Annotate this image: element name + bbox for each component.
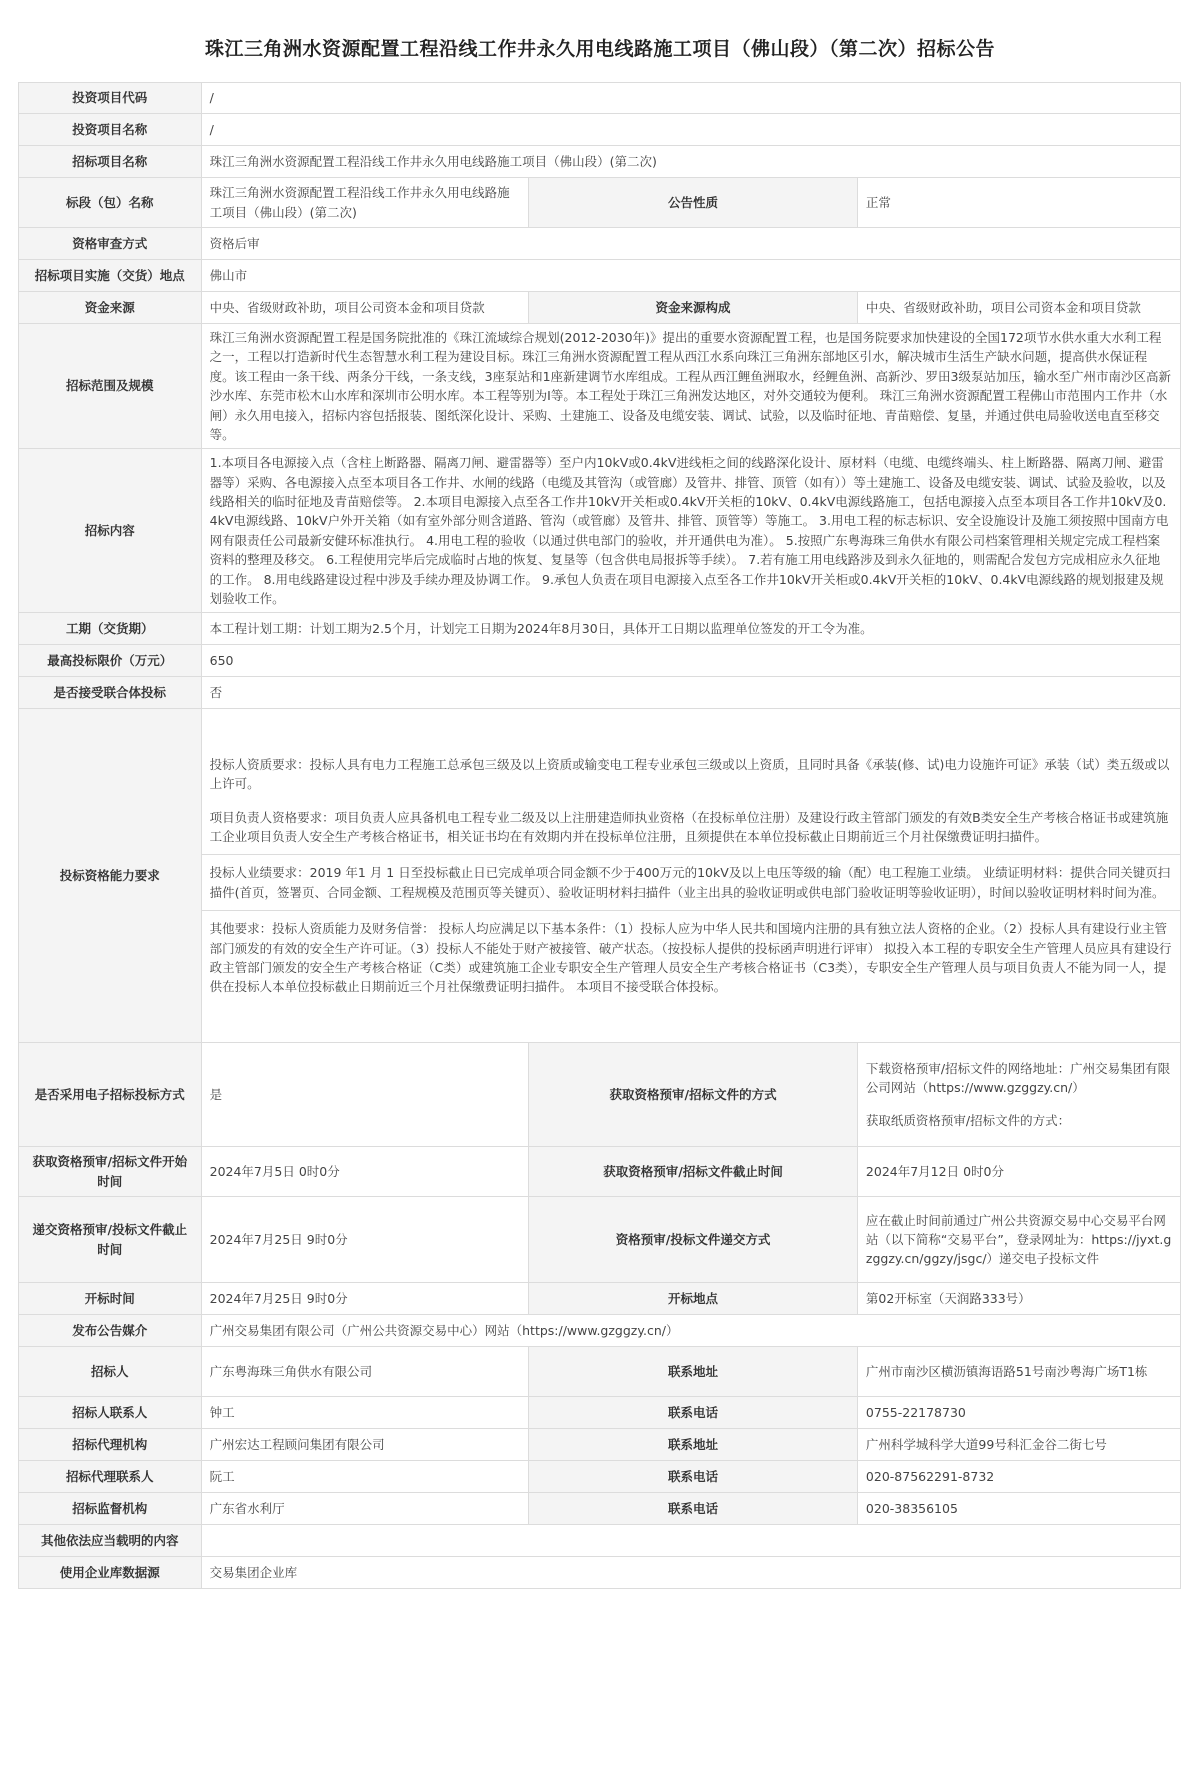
label-tender-name: 招标项目名称 xyxy=(19,146,202,178)
value-agency-contact: 阮工 xyxy=(201,1461,529,1493)
label-media: 发布公告媒介 xyxy=(19,1315,202,1347)
value-content: 1.本项目各电源接入点（含柱上断路器、隔离刀闸、避雷器等）至户内10kV或0.4kV进线柜之间的线路深化设计、原材料（电缆、电缆终端头、柱上断路器、隔离刀闸、避雷器等）采购、各电源接入点至本项目各工作井、水闸的线路（电缆及其管沟（或管廊）及管井、排管、顶管（如有））等土建施工、设备及电缆安装、调试、试验及验收，以及线路相关的临时征地及青苗赔偿等。 2.本项目电源接入点至各工作井10kV开关柜或0.4kV开关柜的10kV、0.4kV电源线路施工，包括电源接入点至本项目各工作井10kV及0.4kV电源线路、10kV户外开关箱（如有室外部分则含道路、管沟（或管廊）及管井、排管、顶管等）等施工。 3.用电工程的标志标识、安全设施设计及施工须按照中国南方电网有限责任公司最新安健环标准执行。 4.用电工程的验收（以通过供电部门的验收，并开通供电为准）。 5.按照广东粤海珠三角供水有限公司档案管理相关规定完成工程档案资料的整理及移交。 6.工程使用完毕后完成临时占地的恢复、复垦等（包含供电局报拆等手续）。 7.若有施工用电线路涉及到永久征地的，则需配合发包方完成相应永久征地的工作。 8.用电线路建设过程中涉及手续办理及协调工作。 9.承包人负责在项目电源接入点至各工作井10kV开关柜或0.4kV开关柜的10kV、0.4kV电源线路的规划报建及规划验收工作。 xyxy=(201,449,1180,613)
value-datasource: 交易集团企业库 xyxy=(201,1557,1180,1589)
label-review-method: 资格审查方式 xyxy=(19,228,202,260)
value-supervisor: 广东省水利厅 xyxy=(201,1493,529,1525)
label-electronic: 是否采用电子招标投标方式 xyxy=(19,1043,202,1147)
table-row xyxy=(19,324,1181,449)
label-max-price: 最高投标限价（万元） xyxy=(19,645,202,677)
label-agency-phone: 联系电话 xyxy=(529,1461,858,1493)
table-row xyxy=(19,1397,1181,1429)
label-invest-name: 投资项目名称 xyxy=(19,114,202,146)
table-row xyxy=(19,709,1181,1043)
qualification-other-block xyxy=(202,910,1180,997)
qualification-performance: 投标人业绩要求：2019 年1 月 1 日至投标截止日已完成单项合同金额不少于400万元的10kV及以上电压等级的输（配）电工程施工业绩。 业绩证明材料：提供合同关键页扫描件(首页，签署页、合同金额、工程规模及范围页等关键页）、验收证明材料扫描件（业主出具的验收证明或供电部门验收证明等验收证明），时间以验收证明材料时间为准。 xyxy=(209,865,1171,900)
qualification-performance-block xyxy=(202,854,1180,902)
value-location: 佛山市 xyxy=(201,260,1180,292)
label-datasource: 使用企业库数据源 xyxy=(19,1557,202,1589)
value-period: 本工程计划工期：计划工期为2.5个月，计划完工日期为2024年8月30日，具体开工日期以监理单位签发的开工令为准。 xyxy=(201,613,1180,645)
label-agency-contact: 招标代理联系人 xyxy=(19,1461,202,1493)
label-notice-nature: 公告性质 xyxy=(529,178,858,228)
label-tenderer-phone: 联系电话 xyxy=(529,1397,858,1429)
value-opening-place: 第02开标室（天润路333号） xyxy=(857,1283,1180,1315)
table-row xyxy=(19,146,1181,178)
obtain-online: 下载资格预审/招标文件的网络地址：广州交易集团有限公司网站（https://www.gzggzy.cn/） xyxy=(865,1060,1171,1096)
table-row xyxy=(19,1043,1181,1147)
value-review-method: 资格后审 xyxy=(201,228,1180,260)
value-submit-method: 应在截止时间前通过广州公共资源交易中心交易平台网站（以下简称“交易平台”，登录网址为：https://jyxt.gzggzy.cn/ggzy/jsgc/）递交电子投标文件 xyxy=(857,1197,1180,1283)
value-media: 广州交易集团有限公司（广州公共资源交易中心）网站（https://www.gzggzy.cn/） xyxy=(201,1315,1180,1347)
table-row xyxy=(19,114,1181,146)
qualification-manager: 项目负责人资格要求：项目负责人应具备机电工程专业二级及以上注册建造师执业资格（在投标单位注册）及建设行政主管部门颁发的有效B类安全生产考核合格证书或建筑施工企业项目负责人安全生产考核合格证书，相关证书均在有效期内并在投标单位注册，且须提供在本单位投标截止日期前近三个月社保缴费证明扫描件。 xyxy=(209,809,1169,844)
table-row xyxy=(19,83,1181,114)
label-content: 招标内容 xyxy=(19,449,202,613)
table-row xyxy=(19,645,1181,677)
value-tender-name: 珠江三角洲水资源配置工程沿线工作井永久用电线路施工项目（佛山段）(第二次) xyxy=(201,146,1180,178)
table-row xyxy=(19,1557,1181,1589)
value-section-name: 珠江三角洲水资源配置工程沿线工作井永久用电线路施工项目（佛山段）(第二次) xyxy=(201,178,529,228)
value-scope: 珠江三角洲水资源配置工程是国务院批准的《珠江流域综合规划(2012-2030年)》提出的重要水资源配置工程，也是国务院要求加快建设的全国172项节水供水重大水利工程之一，工程以打造新时代生态智慧水利工程为建设目标。珠江三角洲水资源配置工程从西江水系向珠江三角洲东部地区引水，解决城市生活生产缺水问题，提高供水保证程度。该工程由一条干线、两条分干线，一条支线，3座泵站和1座新建调节水库组成。工程从西江鲤鱼洲取水，经鲤鱼洲、高新沙、罗田3级泵站加压，输水至广州市南沙区高新沙水库、东莞市松木山水库和深圳市公明水库。本工程等别为Ⅰ等。本工程处于珠江三角洲发达地区，对外交通较为便利。 珠江三角洲水资源配置工程佛山市范围内工作井（水闸）永久用电接入，招标内容包括报装、图纸深化设计、采购、土建施工、设备及电缆安装、调试、试验，以及临时征地、青苗赔偿、复垦，并通过供电局验收送电直至移交等。 xyxy=(201,324,1180,449)
value-electronic: 是 xyxy=(201,1043,529,1147)
label-tenderer-address: 联系地址 xyxy=(529,1347,858,1397)
value-agency-address: 广州科学城科学大道99号科汇金谷二街七号 xyxy=(857,1429,1180,1461)
label-period: 工期（交货期） xyxy=(19,613,202,645)
value-obtain-method xyxy=(857,1043,1180,1147)
value-submit-deadline: 2024年7月25日 9时0分 xyxy=(201,1197,529,1283)
label-obtain-start: 获取资格预审/招标文件开始时间 xyxy=(19,1147,202,1197)
label-invest-code: 投资项目代码 xyxy=(19,83,202,114)
label-location: 招标项目实施（交货）地点 xyxy=(19,260,202,292)
value-invest-name: / xyxy=(201,114,1180,146)
value-qualification xyxy=(201,709,1180,1043)
value-obtain-start: 2024年7月5日 0时0分 xyxy=(201,1147,529,1197)
table-row xyxy=(19,228,1181,260)
qualification-other: 其他要求：投标人资质能力及财务信誉： 投标人均应满足以下基本条件：（1）投标人应为中华人民共和国境内注册的具有独立法人资格的企业。（2）投标人具有建设行业主管部门颁发的有效的安全生产许可证。（3）投标人不能处于财产被接管、破产状态。（按投标人提供的投标函声明进行评审） 拟投入本工程的专职安全生产管理人员应具有建设行政主管部门颁发的安全生产考核合格证（C类）或建筑施工企业专职安全生产管理人员安全生产考核合格证书（C3类），专职安全生产管理人员与项目负责人不能为同一人，提供在投标人本单位投标截止日期前近三个月社保缴费证明扫描件。 本项目不接受联合体投标。 xyxy=(209,921,1172,995)
label-section-name: 标段（包）名称 xyxy=(19,178,202,228)
value-obtain-end: 2024年7月12日 0时0分 xyxy=(857,1147,1180,1197)
label-obtain-method: 获取资格预审/招标文件的方式 xyxy=(529,1043,858,1147)
table-row xyxy=(19,677,1181,709)
value-tenderer-contact: 钟工 xyxy=(201,1397,529,1429)
label-opening-time: 开标时间 xyxy=(19,1283,202,1315)
value-max-price: 650 xyxy=(201,645,1180,677)
label-fund-source: 资金来源 xyxy=(19,292,202,324)
table-row xyxy=(19,292,1181,324)
table-row xyxy=(19,1197,1181,1283)
table-row xyxy=(19,1461,1181,1493)
value-agency: 广州宏达工程顾问集团有限公司 xyxy=(201,1429,529,1461)
label-consortium: 是否接受联合体投标 xyxy=(19,677,202,709)
label-agency: 招标代理机构 xyxy=(19,1429,202,1461)
notice-table xyxy=(18,82,1181,1589)
label-tenderer: 招标人 xyxy=(19,1347,202,1397)
value-tenderer-phone: 0755-22178730 xyxy=(857,1397,1180,1429)
value-opening-time: 2024年7月25日 9时0分 xyxy=(201,1283,529,1315)
qualification-block xyxy=(210,751,1172,1001)
table-row xyxy=(19,449,1181,613)
value-fund-composition: 中央、省级财政补助，项目公司资本金和项目贷款 xyxy=(857,292,1180,324)
label-supervisor: 招标监督机构 xyxy=(19,1493,202,1525)
label-obtain-end: 获取资格预审/招标文件截止时间 xyxy=(529,1147,858,1197)
table-row xyxy=(19,260,1181,292)
label-agency-address: 联系地址 xyxy=(529,1429,858,1461)
table-row xyxy=(19,1525,1181,1557)
label-fund-composition: 资金来源构成 xyxy=(529,292,858,324)
value-consortium: 否 xyxy=(201,677,1180,709)
qualification-firm: 投标人资质要求：投标人具有电力工程施工总承包三级及以上资质或输变电工程专业承包三级或以上资质，且同时具备《承装(修、试)电力设施许可证》承装（试）类五级或以上许可。 xyxy=(209,756,1170,792)
label-other: 其他依法应当载明的内容 xyxy=(19,1525,202,1557)
label-qualification: 投标资格能力要求 xyxy=(19,709,202,1043)
label-submit-method: 资格预审/投标文件递交方式 xyxy=(529,1197,858,1283)
label-supervisor-phone: 联系电话 xyxy=(529,1493,858,1525)
table-row xyxy=(19,1147,1181,1197)
label-scope: 招标范围及规模 xyxy=(19,324,202,449)
value-notice-nature: 正常 xyxy=(857,178,1180,228)
value-tenderer: 广东粤海珠三角供水有限公司 xyxy=(201,1347,529,1397)
value-other xyxy=(201,1525,1180,1557)
label-tenderer-contact: 招标人联系人 xyxy=(19,1397,202,1429)
obtain-paper: 获取纸质资格预审/招标文件的方式： xyxy=(865,1113,1071,1129)
value-tenderer-address: 广州市南沙区横沥镇海语路51号南沙粤海广场T1栋 xyxy=(857,1347,1180,1397)
value-supervisor-phone: 020-38356105 xyxy=(857,1493,1180,1525)
page-title: 珠江三角洲水资源配置工程沿线工作井永久用电线路施工项目（佛山段）（第二次）招标公告 xyxy=(204,38,995,60)
table-row xyxy=(19,613,1181,645)
table-row xyxy=(19,1493,1181,1525)
table-row xyxy=(19,1429,1181,1461)
table-row xyxy=(19,1347,1181,1397)
value-fund-source: 中央、省级财政补助，项目公司资本金和项目贷款 xyxy=(201,292,529,324)
value-invest-code: / xyxy=(201,83,1180,114)
table-row xyxy=(19,1315,1181,1347)
label-opening-place: 开标地点 xyxy=(529,1283,858,1315)
table-row xyxy=(19,178,1181,228)
label-submit-deadline: 递交资格预审/投标文件截止时间 xyxy=(19,1197,202,1283)
table-row xyxy=(19,1283,1181,1315)
value-agency-phone: 020-87562291-8732 xyxy=(857,1461,1180,1493)
